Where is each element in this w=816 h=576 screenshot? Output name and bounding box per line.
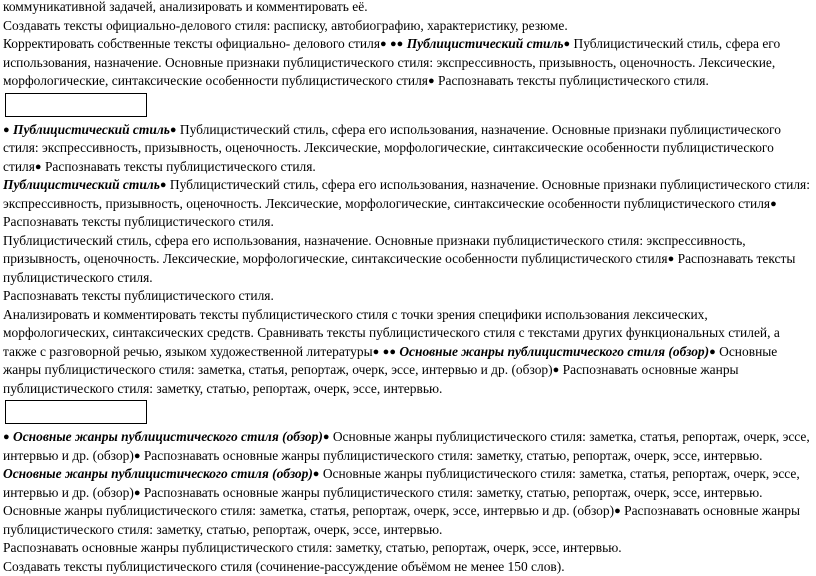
heading-publicistic-style: Публицистический стиль: [3, 177, 160, 192]
paragraph-publicistic-2: Публицистический стиль● Публицистический стиль, сфера его использования, назначение. Основные признаки публицистического стиля: экспрессивность, призывность, оценочность. Лексические, морфологические, синтаксические особенности публицистического стиля● Распознавать тексты публицистического стиля.: [3, 176, 813, 232]
heading-genres: Основные жанры публицистического стиля (обзор): [13, 429, 323, 444]
paragraph-create-publicistic: Создавать тексты публицистического стиля (сочинение-рассуждение объёмом не менее 150 слов).: [3, 558, 813, 576]
paragraph-analyze-publicistic: Анализировать и комментировать тексты публицистического стиля с точки зрения специфики использования лексических, морфологических, синтаксических средств. Сравнивать тексты публицистического стиля с текстами других функциональных стилей, а также с разговорной речью, языком художественной литературы● ●● Основные жанры публицистического стиля (обзор)● Основные жанры публицистического стиля: заметка, статья, репортаж, очерк, эссе, интервью и др. (обзор)● Распознавать основные жанры публицистического стиля: заметку, статью, репортаж, очерк, эссе, интервью.: [3, 306, 813, 399]
empty-box: [5, 400, 147, 424]
empty-box: [5, 93, 147, 117]
bullet-icon: ●: [3, 431, 10, 443]
paragraph-correct-official: Корректировать собственные тексты официально- делового стиля● ●● Публицистический стиль● Публицистический стиль, сфера его использования, назначение. Основные признаки публицистического стиля: экспрессивность, призывность, оценочность. Лексические, морфологические, синтаксические особенности публицистического стиля● Распознавать тексты публицистического стиля.: [3, 35, 813, 91]
paragraph-create-official: Создавать тексты официально-делового стиля: расписку, автобиографию, характеристику, резюме.: [3, 17, 813, 36]
bullet-icon: ●: [564, 38, 571, 50]
bullet-icon: ●: [373, 346, 380, 358]
bullet-icon: ●: [553, 364, 560, 376]
bullet-icon: ●: [428, 75, 435, 87]
bullet-icon: ●: [313, 468, 320, 480]
paragraph-recognize-genres: Распознавать основные жанры публицистического стиля: заметку, статью, репортаж, очерк, эссе, интервью.: [3, 539, 813, 558]
bullet-icon: ●: [134, 487, 141, 499]
bullet-icon: ●●: [383, 346, 396, 358]
document-body: [3, 0, 813, 576]
bullet-icon: ●●: [390, 38, 403, 50]
bullet-icon: ●: [614, 505, 621, 517]
bullet-icon: ●: [170, 124, 177, 136]
paragraph-genres-2: Основные жанры публицистического стиля (обзор)● Основные жанры публицистического стиля: заметка, статья, репортаж, очерк, эссе, интервью и др. (обзор)● Распознавать основные жанры публицистического стиля: заметку, статью, репортаж, очерк, эссе, интервью.: [3, 465, 813, 502]
bullet-icon: ●: [380, 38, 387, 50]
paragraph-genres-3: Основные жанры публицистического стиля: заметка, статья, репортаж, очерк, эссе, интервью и др. (обзор)● Распознавать основные жанры публицистического стиля: заметку, статью, репортаж, очерк, эссе, интервью.: [3, 502, 813, 539]
heading-publicistic-style: Публицистический стиль: [407, 36, 564, 51]
bullet-icon: ●: [35, 161, 42, 173]
heading-genres: Основные жанры публицистического стиля (обзор): [3, 466, 313, 481]
paragraph-genres-1: ● Основные жанры публицистического стиля (обзор)● Основные жанры публицистического стиля: заметка, статья, репортаж, очерк, эссе, интервью и др. (обзор)● Распознавать основные жанры публицистического стиля: заметку, статью, репортаж, очерк, эссе, интервью.: [3, 428, 813, 465]
bullet-icon: ●: [134, 450, 141, 462]
paragraph-recognize-publicistic: Распознавать тексты публицистического стиля.: [3, 287, 813, 306]
bullet-icon: ●: [770, 198, 777, 210]
heading-genres: Основные жанры публицистического стиля (обзор): [399, 344, 709, 359]
bullet-icon: ●: [3, 124, 10, 136]
bullet-icon: ●: [709, 346, 716, 358]
paragraph-publicistic-1: ● Публицистический стиль● Публицистический стиль, сфера его использования, назначение. Основные признаки публицистического стиля: экспрессивность, призывность, оценочность. Лексические, морфологические, синтаксические особенности публицистического стиля● Распознавать тексты публицистического стиля.: [3, 121, 813, 177]
bullet-icon: ●: [323, 431, 330, 443]
paragraph-intro: коммуникативной задачей, анализировать и комментировать её.: [3, 0, 813, 17]
heading-publicistic-style: Публицистический стиль: [13, 122, 170, 137]
bullet-icon: ●: [668, 253, 675, 265]
bullet-icon: ●: [160, 179, 167, 191]
paragraph-publicistic-3: Публицистический стиль, сфера его использования, назначение. Основные признаки публицистического стиля: экспрессивность, призывность, оценочность. Лексические, морфологические, синтаксические особенности публицистического стиля● Распознавать тексты публицистического стиля.: [3, 232, 813, 288]
